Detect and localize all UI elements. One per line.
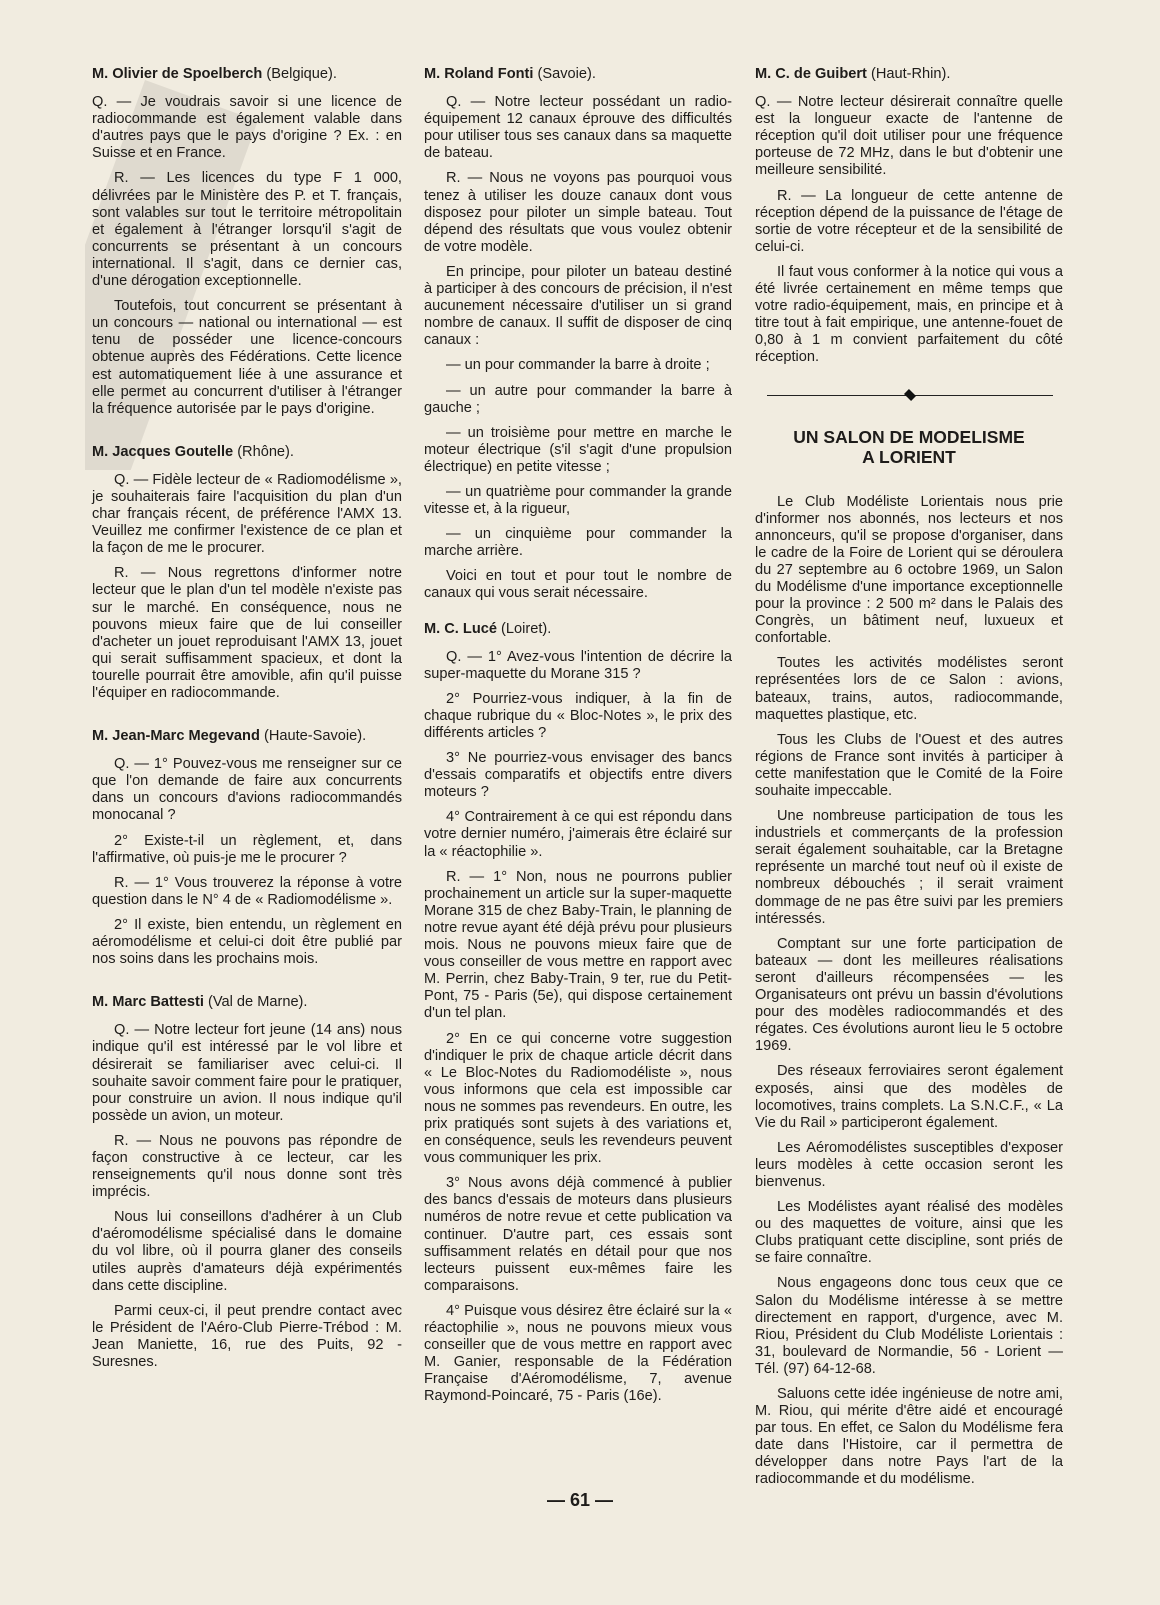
question-paragraph: 2° Pourriez-vous indiquer, à la fin de chaque rubrique du « Bloc-Notes », le prix des différents articles ? bbox=[424, 690, 732, 741]
reader-question-heading: M. Jacques Goutelle (Rhône). bbox=[92, 443, 294, 460]
reader-question-heading: M. Jean-Marc Megevand (Haute-Savoie). bbox=[92, 728, 367, 745]
answer-list-item: — un autre pour commander la barre à gauche ; bbox=[424, 382, 732, 416]
page-number: — 61 — bbox=[546, 1490, 614, 1510]
answer-paragraph: 3° Nous avons déjà commencé à publier des bancs d'essais de moteurs dans plusieurs numéros de notre revue et cette publication va continuer. D'autre part, ces essais sont suffisamment relatés en détail pour que nos lecteurs puissent eux-mêmes faire les comparaisons. bbox=[424, 1175, 732, 1294]
article-paragraph: Tous les Clubs de l'Ouest et des autres régions de France sont invités à participer à cette manifestation que le Comité de la Foire souhaite impeccable. bbox=[755, 731, 1063, 799]
answer-list-item: — un quatrième pour commander la grande vitesse et, à la rigueur, bbox=[424, 483, 732, 518]
answer-paragraph: R. — 1° Non, nous ne pourrons publier prochainement un article sur la super-maquette Morane 315 de chez Baby-Train, le planning de notre revue ayant été déjà prévu pour plusieurs mois. Nous ne pouvons mieux faire que de vous conseiller de vous mettre en rapport avec M. Perrin, chez Baby-Train, 9 ter, rue du Petit-Pont, 75 - Paris (5e), qui dispose certainement d'un tel plan. bbox=[424, 868, 732, 1022]
column-middle bbox=[424, 66, 732, 1413]
answer-paragraph: R. — Nous ne voyons pas pourquoi vous tenez à utiliser les douze canaux dont vous disposez pour piloter un simple bateau. Tout dépend des résultats que vous voulez obtenir de votre modèle. bbox=[424, 170, 732, 255]
answer-list-item: — un troisième pour mettre en marche le moteur électrique (s'il s'agit d'une propulsion électrique) en petite vitesse ; bbox=[424, 424, 732, 475]
article-paragraph: Les Modélistes ayant réalisé des modèles ou des maquettes de voiture, ainsi que les Clubs pratiquant cette discipline, sont priés de se faire connaître. bbox=[755, 1199, 1063, 1267]
question-paragraph: Q. — 1° Pouvez-vous me renseigner sur ce que l'on demande de faire aux concurrents dans un concours d'avions radiocommandés monocanal ? bbox=[92, 756, 402, 824]
question-paragraph: Q. — Notre lecteur désirerait connaître quelle est la longueur exacte de l'antenne de réception qu'il doit utiliser pour une fréquence porteuse de 72 MHz, dans le but d'obtenir une meilleure sensibilité. bbox=[755, 94, 1063, 179]
question-paragraph: 3° Ne pourriez-vous envisager des bancs d'essais comparatifs et objectifs entre divers moteurs ? bbox=[424, 750, 732, 801]
question-paragraph: Q. — 1° Avez-vous l'intention de décrire la super-maquette du Morane 315 ? bbox=[424, 648, 732, 682]
answer-paragraph: 2° Il existe, bien entendu, un règlement en aéromodélisme et celui-ci doit être publié par nos soins dans les prochains mois. bbox=[92, 916, 402, 968]
answer-paragraph: R. — La longueur de cette antenne de réception dépend de la puissance de l'étage de sortie de votre récepteur et de la sensibilité de celui-ci. bbox=[755, 187, 1063, 255]
answer-paragraph: R. — Nous ne pouvons pas répondre de façon constructive à ce lecteur, car les renseignements qu'il nous donne sont très imprécis. bbox=[92, 1132, 402, 1201]
answer-paragraph: Il faut vous conformer à la notice qui vous a été livrée certainement en même temps que votre radio-équipement, mais, en principe et à titre tout à fait empirique, une antenne-fouet de 0,80 à 1 m convient parfaitement du côté réception. bbox=[755, 263, 1063, 366]
reader-question-heading: M. Olivier de Spoelberch (Belgique). bbox=[92, 66, 337, 82]
answer-paragraph: R. — Nous regrettons d'informer notre lecteur que le plan d'un tel modèle n'existe pas sur le marché. En conséquence, nous ne pouvons mieux faire que de lui conseiller d'acheter un jouet reproduisant l'AMX 13, jouet qui serait suffisamment spacieux, et dont la tourelle pourrait être amovible, afin qu'il puisse l'équiper en radiocommande. bbox=[92, 565, 402, 701]
answer-paragraph: R. — Les licences du type F 1 000, délivrées par le Ministère des P. et T. français, sont valables sur tout le territoire métropolitain et également à l'étranger lorsqu'il s'agit de concurrents se présentant à un concours international. Il s'agit, dans ce dernier cas, d'une dérogation exceptionnelle. bbox=[92, 170, 402, 290]
answer-paragraph: 2° En ce qui concerne votre suggestion d'indiquer le prix de chaque article décrit dans « Le Bloc-Notes du Radiomodéliste », nous vous informons que cela est impossible car nous ne sommes pas revendeurs. En outre, les prix pratiqués sont sujets à des variations et, en conséquence, seuls les revendeurs peuvent vous communiquer les prix. bbox=[424, 1030, 732, 1167]
question-paragraph: Q. — Notre lecteur possédant un radio-équipement 12 canaux éprouve des difficultés pour utiliser tous ses canaux dans sa maquette de bateau. bbox=[424, 94, 732, 162]
question-paragraph: Q. — Notre lecteur fort jeune (14 ans) nous indique qu'il est intéressé par le vol libre et désirerait se familiariser avec celui-ci. Il souhaite savoir comment faire pour le pratiquer, pour construire un avion. Il nous indique qu'il possède un avion, un moteur. bbox=[92, 1022, 402, 1124]
question-paragraph: Q. — Je voudrais savoir si une licence de radiocommande est également valable dans d'autres pays que le pays d'origine ? Ex. : en Suisse et en France. bbox=[92, 94, 402, 162]
reader-question-heading: M. Roland Fonti (Savoie). bbox=[424, 66, 596, 82]
section-divider bbox=[767, 389, 1053, 403]
reader-question-heading: M. Marc Battesti (Val de Marne). bbox=[92, 994, 308, 1011]
question-paragraph: 4° Contrairement à ce qui est répondu dans votre dernier numéro, j'aimerais être éclairé sur la « réactophilie ». bbox=[424, 809, 732, 860]
column-right bbox=[755, 66, 1063, 1497]
reader-question-heading: M. C. de Guibert (Haut-Rhin). bbox=[755, 66, 951, 82]
article-paragraph: Les Aéromodélistes susceptibles d'exposer leurs modèles à cette occasion seront les bienvenus. bbox=[755, 1139, 1063, 1190]
question-paragraph: Q. — Fidèle lecteur de « Radiomodélisme », je souhaiterais faire l'acquisition du plan d'un char français récent, de préférence l'AMX 13. Veuillez me confirmer l'existence de ce plan et la façon de me le procurer. bbox=[92, 471, 402, 557]
reader-question-heading: M. C. Lucé (Loiret). bbox=[424, 620, 552, 637]
answer-paragraph: Parmi ceux-ci, il peut prendre contact avec le Président de l'Aéro-Club Pierre-Trébod : M. Jean Maniette, 16, rue des Puits, 92 - Suresnes. bbox=[92, 1302, 402, 1370]
article-paragraph: Des réseaux ferroviaires seront également exposés, ainsi que des modèles de locomotives, trains complets. La S.N.C.F., « La Vie du Rail » participeront également. bbox=[755, 1063, 1063, 1131]
article-paragraph: Saluons cette idée ingénieuse de notre ami, M. Riou, qui mérite d'être aidé et encouragé par tous. En effet, ce Salon du Modélisme fera date dans l'Histoire, car il permettra de développer dans notre Pays l'art de la radiocommande et du modélisme. bbox=[755, 1386, 1063, 1488]
answer-list-item: — un pour commander la barre à droite ; bbox=[446, 357, 710, 374]
article-paragraph: Nous engageons donc tous ceux que ce Salon du Modélisme intéresse à se mettre directement en rapport, d'urgence, avec M. Riou, Président du Club Modéliste Lorientais : 31, boulevard de Normandie, 56 - Lorient — Tél. (97) 64-12-68. bbox=[755, 1275, 1063, 1377]
answer-paragraph: En principe, pour piloter un bateau destiné à participer à des concours de précision, il n'est aucunement nécessaire d'utiliser un si grand nombre de canaux. Il suffit de disposer de cinq canaux : bbox=[424, 263, 732, 349]
answer-paragraph: Toutefois, tout concurrent se présentant à un concours — national ou international — est tenu de posséder une licence-concours obtenue auprès des Fédérations. Cette licence est automatiquement liée à une assurance et elle permet au concurrent d'utiliser à l'étranger la fréquence autorisée par le pays d'origine. bbox=[92, 298, 402, 417]
diamond-ornament-icon bbox=[904, 388, 916, 400]
answer-paragraph: 4° Puisque vous désirez être éclairé sur la « réactophilie », nous ne pouvons mieux vous conseiller que de vous mettre en rapport avec M. Ganier, responsable de la Fédération Française d'Aéromodélisme, 7, avenue Raymond-Poincaré, 75 - Paris (16e). bbox=[424, 1302, 732, 1405]
answer-paragraph: Nous lui conseillons d'adhérer à un Club d'aéromodélisme spécialisé dans le domaine du vol libre, où il pourra glaner des conseils utiles auprès d'amateurs déjà expérimentés dans cette discipline. bbox=[92, 1209, 402, 1294]
article-paragraph: Une nombreuse participation de tous les industriels et commerçants de la profession serait également souhaitable, car la Bretagne représente un marché tout neuf où il existe de nombreux débouchés ; il serait vraiment dommage de ne pas être suivi par les premiers intéressés. bbox=[755, 808, 1063, 927]
question-paragraph: 2° Existe-t-il un règlement, et, dans l'affirmative, où puis-je me le procurer ? bbox=[92, 832, 402, 866]
answer-list-item: — un cinquième pour commander la marche arrière. bbox=[424, 526, 732, 560]
article-paragraph: Toutes les activités modélistes seront représentées lors de ce Salon : avions, bateaux, trains, autos, radiocommande, maquettes plastique, etc. bbox=[755, 655, 1063, 723]
answer-paragraph: R. — 1° Vous trouverez la réponse à votre question dans le N° 4 de « Radiomodélisme ». bbox=[92, 874, 402, 908]
answer-paragraph: Voici en tout et pour tout le nombre de canaux qui vous serait nécessaire. bbox=[424, 568, 732, 602]
column-left bbox=[92, 66, 402, 1379]
article-title: UN SALON DE MODELISME A LORIENT bbox=[793, 426, 1025, 467]
article-paragraph: Le Club Modéliste Lorientais nous prie d'informer nos abonnés, nos lecteurs et nos annonceurs, qu'il se propose d'organiser, dans le cadre de la Foire de Lorient qui se déroulera du 27 septembre au 6 octobre 1969, un Salon du Modélisme d'une importance exceptionnelle pour la province : 2 500 m² dans le Palais des Congrès, un bâtiment neuf, luxueux et confortable. bbox=[755, 493, 1063, 647]
article-paragraph: Comptant sur une forte participation de bateaux — dont les meilleures réalisations seront d'ailleurs récompensées — les Organisateurs ont prévu un bassin d'évolutions pour des modèles radiocommandés et des régates. Ces évolutions auront lieu le 5 octobre 1969. bbox=[755, 935, 1063, 1055]
